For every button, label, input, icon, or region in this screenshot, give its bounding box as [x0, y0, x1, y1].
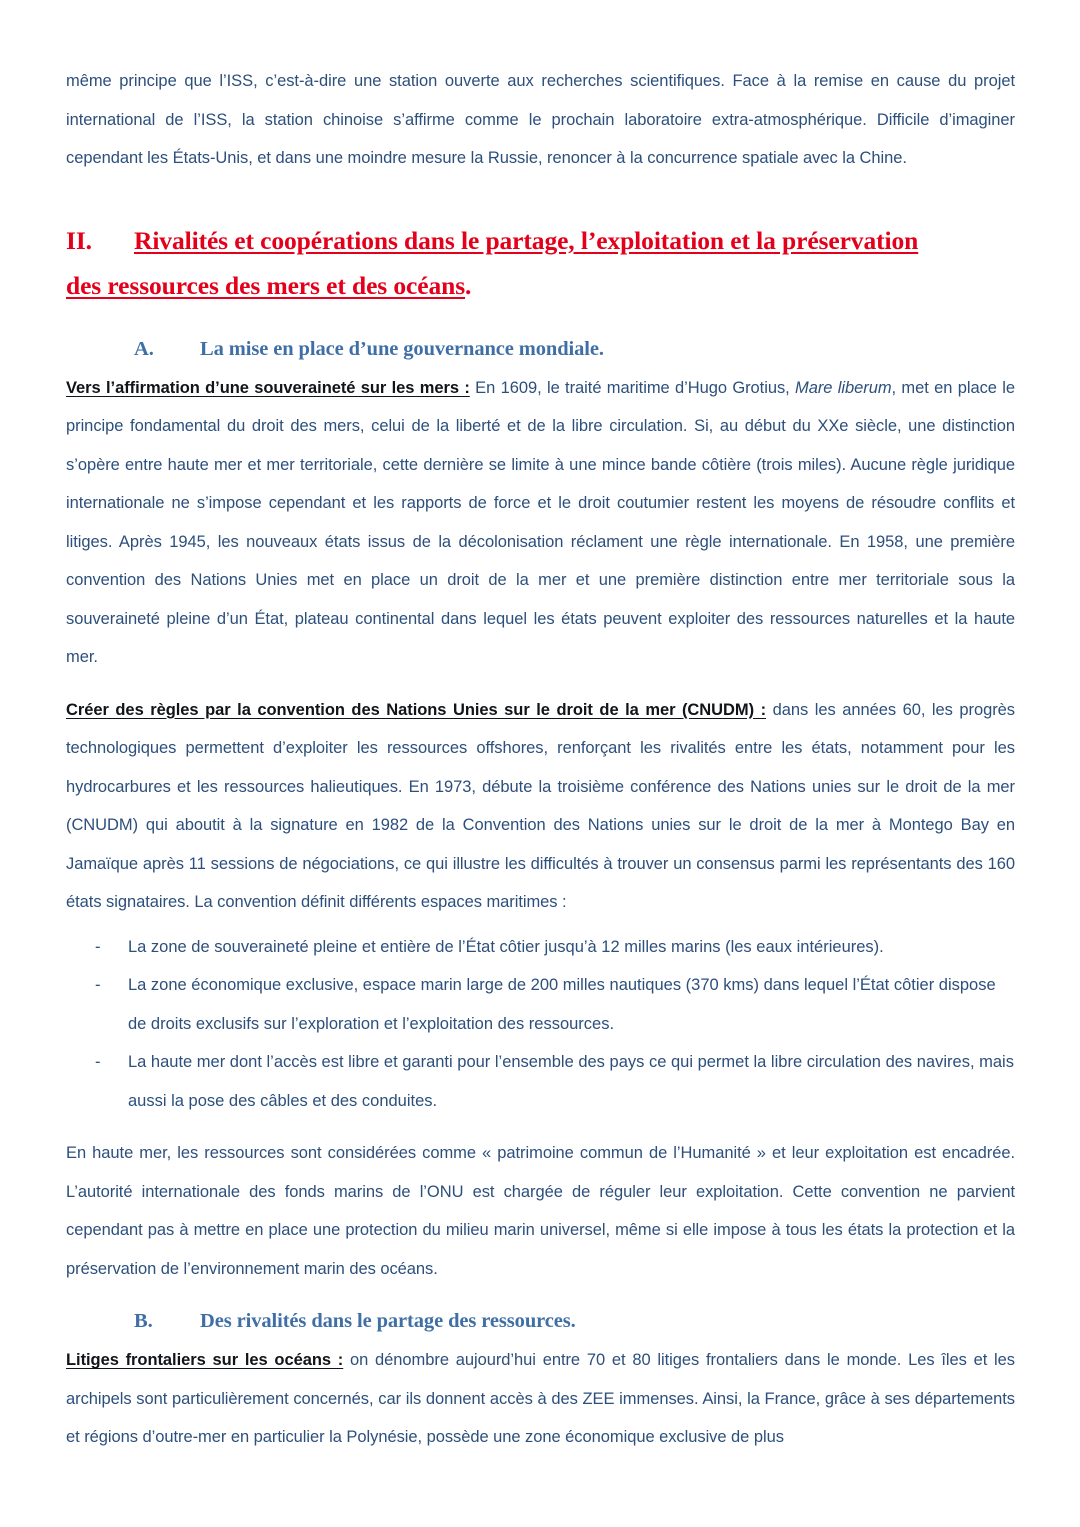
list-item	[66, 928, 1015, 967]
subsection-title-b: Des rivalités dans le partage des ressources.	[200, 1310, 576, 1332]
subsection-title-a: La mise en place d’une gouvernance mondiale.	[200, 337, 604, 360]
spacer	[66, 1120, 1015, 1134]
paragraph-souverainete-text-b: , met en place le principe fondamental du droit des mers, celui de la liberté et de la libre circulation. Si, au début du XXe siècle, une distinction s’opère entre haute mer et mer territoriale, cette dernière se limite à une mince bande côtière (trois miles). Aucune règle juridique internationale ne s’impose cependant et les rapports de force et le droit coutumier restent les moyens de résoudre conflits et litiges. Après 1945, les nouveaux états issus de la décolonisation réclament une règle internationale. En 1958, une première convention des Nations Unies met en place un droit de la mer et une première distinction entre mer territoriale sous la souveraineté pleine d’un État, plateau continental dans lequel les états peuvent exploiter des ressources naturelles et la haute mer.	[66, 378, 1015, 666]
list-item	[66, 1043, 1015, 1120]
paragraph-cnudm	[66, 691, 1015, 922]
subsection-heading-b	[66, 1302, 1015, 1341]
spacer	[66, 677, 1015, 691]
list-item-text: La haute mer dont l’accès est libre et garanti pour l’ensemble des pays ce qui permet la libre circulation des navires, mais aussi la pose des câbles et des conduites.	[128, 1053, 1014, 1110]
lead-in-souverainete: Vers l’affirmation d’une souveraineté sur les mers :	[66, 378, 470, 397]
lead-in-litiges: Litiges frontaliers sur les océans :	[66, 1351, 344, 1369]
list-marker: -	[95, 937, 101, 956]
lead-in-cnudm: Créer des règles par la convention des Nations Unies sur le droit de la mer (CNUDM) :	[66, 700, 767, 719]
section-number: II.	[66, 225, 92, 255]
subsection-letter-b: B.	[134, 1310, 153, 1332]
list-item	[66, 966, 1015, 1043]
spacer	[66, 308, 1015, 330]
subsection-letter-a: A.	[134, 337, 154, 360]
italic-mare-liberum: Mare liberum	[795, 378, 892, 397]
paragraph-haute-mer: En haute mer, les ressources sont considérées comme « patrimoine commun de l’Humanité » et leur exploitation est encadrée. L’autorité internationale des fonds marins de l’ONU est chargée de réguler leur exploitation. Cette convention ne parvient cependant pas à mettre en place une protection du milieu marin universel, même si elle impose à tous les états la protection et la préservation de l’environnement marin des océans.	[66, 1144, 1015, 1278]
paragraph-litiges-text: on dénombre aujourd’hui entre 70 et 80 litiges frontaliers dans le monde. Les îles et les archipels sont particulièrement concernés, car ils donnent accès à des ZEE immenses. Ainsi, la France, grâce à ses départements et régions d’outre-mer en particulier la Polynésie, possède une zone économique exclusive de plus	[66, 1351, 1015, 1446]
list-marker: -	[95, 1053, 101, 1071]
section-heading-ii	[66, 218, 1015, 308]
paragraph-souverainete	[66, 369, 1015, 677]
intro-paragraph: même principe que l’ISS, c’est-à-dire une station ouverte aux recherches scientifiques. Face à la remise en cause du projet international de l’ISS, la station chinoise s’affirme comme le prochain laboratoire extra-atmosphérique. Difficile d’imaginer cependant les États-Unis, et dans une moindre mesure la Russie, renoncer à la concurrence spatiale avec la Chine.	[66, 72, 1015, 167]
spacer	[66, 1288, 1015, 1302]
spacer	[66, 178, 1015, 218]
section-title-line-1: Rivalités et coopérations dans le partage, l’exploitation et la préservation	[134, 225, 919, 255]
maritime-spaces-list	[66, 928, 1015, 1121]
paragraph-souverainete-text-a: En 1609, le traité maritime d’Hugo Grotius,	[469, 378, 796, 397]
list-item-text: La zone de souveraineté pleine et entière de l’État côtier jusqu’à 12 milles marins (les eaux intérieures).	[128, 937, 884, 956]
list-marker: -	[95, 976, 101, 994]
list-item-text: La zone économique exclusive, espace marin large de 200 milles nautiques (370 kms) dans lequel l’État côtier dispose de droits exclusifs sur l’exploration et l’exploitation des ressources.	[128, 976, 996, 1033]
paragraph-cnudm-text: dans les années 60, les progrès technologiques permettent d’exploiter les ressources offshores, renforçant les rivalités entre les états, notamment pour les hydrocarbures et les ressources halieutiques. En 1973, débute la troisième conférence des Nations unies sur le droit de la mer (CNUDM) qui aboutit à la signature en 1982 de la Convention des Nations unies sur le droit de la mer à Montego Bay en Jamaïque après 11 sessions de négociations, ce qui illustre les difficultés à trouver un consensus parmi les représentants des 160 états signataires. La convention définit différents espaces maritimes :	[66, 700, 1015, 911]
paragraph-litiges	[66, 1341, 1015, 1457]
section-title-line-2: des ressources des mers et des océans	[66, 270, 466, 300]
subsection-heading-a	[66, 330, 1015, 369]
section-title-period: .	[465, 270, 472, 300]
